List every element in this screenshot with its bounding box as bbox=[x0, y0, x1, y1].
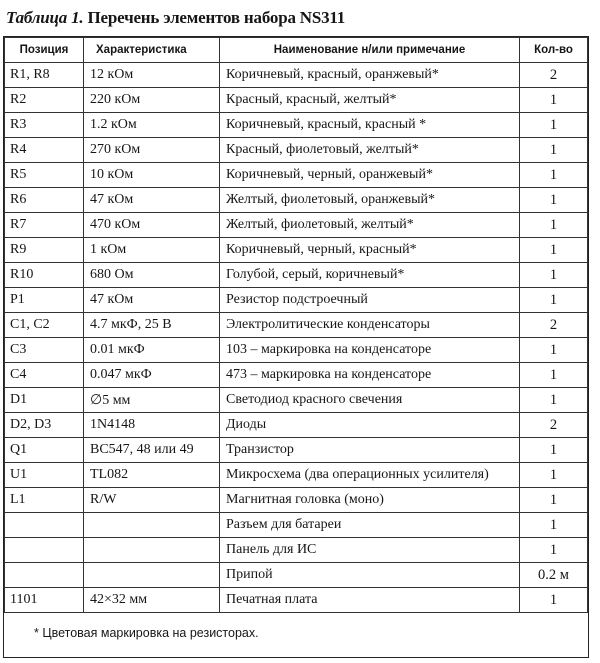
cell-position: R1, R8 bbox=[5, 63, 84, 88]
cell-position: C4 bbox=[5, 363, 84, 388]
table-row bbox=[5, 513, 588, 538]
cell-position: R3 bbox=[5, 113, 84, 138]
cell-name: Разъем для батареи bbox=[220, 513, 520, 538]
cell-position bbox=[5, 538, 84, 563]
cell-name: Желтый, фиолетовый, желтый* bbox=[220, 213, 520, 238]
components-table-frame bbox=[3, 36, 589, 658]
cell-quantity: 2 bbox=[520, 63, 588, 88]
cell-name: Панель для ИС bbox=[220, 538, 520, 563]
cell-name: Светодиод красного свечения bbox=[220, 388, 520, 413]
header-position: Позиция bbox=[5, 38, 84, 63]
cell-quantity: 2 bbox=[520, 313, 588, 338]
table-row bbox=[5, 388, 588, 413]
cell-name: Красный, красный, желтый* bbox=[220, 88, 520, 113]
table-row bbox=[5, 538, 588, 563]
table-row bbox=[5, 63, 588, 88]
table-row bbox=[5, 238, 588, 263]
cell-quantity: 1 bbox=[520, 363, 588, 388]
cell-characteristic: 42×32 мм bbox=[84, 588, 220, 613]
cell-position bbox=[5, 513, 84, 538]
cell-name: Коричневый, красный, красный * bbox=[220, 113, 520, 138]
table-row bbox=[5, 338, 588, 363]
cell-quantity: 1 bbox=[520, 538, 588, 563]
cell-position: 1101 bbox=[5, 588, 84, 613]
cell-quantity: 1 bbox=[520, 188, 588, 213]
cell-name: Красный, фиолетовый, желтый* bbox=[220, 138, 520, 163]
cell-characteristic: BC547, 48 или 49 bbox=[84, 438, 220, 463]
table-row bbox=[5, 113, 588, 138]
cell-characteristic bbox=[84, 538, 220, 563]
cell-name: Транзистор bbox=[220, 438, 520, 463]
table-row bbox=[5, 438, 588, 463]
cell-position: R7 bbox=[5, 213, 84, 238]
table-row bbox=[5, 213, 588, 238]
cell-name: Желтый, фиолетовый, оранжевый* bbox=[220, 188, 520, 213]
cell-name: Электролитические конденсаторы bbox=[220, 313, 520, 338]
table-row bbox=[5, 188, 588, 213]
cell-characteristic: 680 Ом bbox=[84, 263, 220, 288]
cell-quantity: 1 bbox=[520, 463, 588, 488]
cell-characteristic: 12 кОм bbox=[84, 63, 220, 88]
cell-quantity: 1 bbox=[520, 338, 588, 363]
cell-position: C1, C2 bbox=[5, 313, 84, 338]
cell-characteristic: R/W bbox=[84, 488, 220, 513]
cell-position: L1 bbox=[5, 488, 84, 513]
header-name: Наименование н/или примечание bbox=[220, 38, 520, 63]
footnote: * Цветовая маркировка на резисторах. bbox=[34, 626, 259, 640]
cell-position: D2, D3 bbox=[5, 413, 84, 438]
cell-quantity: 1 bbox=[520, 238, 588, 263]
cell-characteristic: 47 кОм bbox=[84, 288, 220, 313]
cell-name: Коричневый, черный, оранжевый* bbox=[220, 163, 520, 188]
header-characteristic: Характеристика bbox=[84, 38, 220, 63]
cell-name: Магнитная головка (моно) bbox=[220, 488, 520, 513]
cell-characteristic: 470 кОм bbox=[84, 213, 220, 238]
table-title bbox=[6, 5, 345, 31]
cell-name: Припой bbox=[220, 563, 520, 588]
cell-characteristic: 0.047 мкФ bbox=[84, 363, 220, 388]
cell-quantity: 1 bbox=[520, 163, 588, 188]
cell-position: D1 bbox=[5, 388, 84, 413]
cell-name: Коричневый, красный, оранжевый* bbox=[220, 63, 520, 88]
cell-quantity: 1 bbox=[520, 263, 588, 288]
table-header-row bbox=[5, 38, 588, 63]
cell-quantity: 1 bbox=[520, 138, 588, 163]
cell-quantity: 1 bbox=[520, 113, 588, 138]
table-body bbox=[5, 63, 588, 613]
table-row bbox=[5, 313, 588, 338]
cell-characteristic: 220 кОм bbox=[84, 88, 220, 113]
cell-characteristic: 4.7 мкФ, 25 В bbox=[84, 313, 220, 338]
cell-position: R9 bbox=[5, 238, 84, 263]
cell-characteristic: 10 кОм bbox=[84, 163, 220, 188]
cell-name: Резистор подстроечный bbox=[220, 288, 520, 313]
cell-quantity: 1 bbox=[520, 488, 588, 513]
cell-characteristic bbox=[84, 563, 220, 588]
cell-characteristic: 270 кОм bbox=[84, 138, 220, 163]
cell-position: Q1 bbox=[5, 438, 84, 463]
table-row bbox=[5, 488, 588, 513]
cell-name: Голубой, серый, коричневый* bbox=[220, 263, 520, 288]
header-quantity: Кол-во bbox=[520, 38, 588, 63]
cell-characteristic: 1N4148 bbox=[84, 413, 220, 438]
components-table bbox=[4, 37, 588, 613]
cell-characteristic: 0.01 мкФ bbox=[84, 338, 220, 363]
cell-name: 103 – маркировка на конденсаторе bbox=[220, 338, 520, 363]
table-row bbox=[5, 88, 588, 113]
cell-characteristic: 1 кОм bbox=[84, 238, 220, 263]
cell-name: 473 – маркировка на конденсаторе bbox=[220, 363, 520, 388]
cell-position bbox=[5, 563, 84, 588]
table-row bbox=[5, 263, 588, 288]
cell-name: Коричневый, черный, красный* bbox=[220, 238, 520, 263]
cell-position: R5 bbox=[5, 163, 84, 188]
table-row bbox=[5, 363, 588, 388]
cell-position: P1 bbox=[5, 288, 84, 313]
table-row bbox=[5, 288, 588, 313]
cell-position: R2 bbox=[5, 88, 84, 113]
table-caption: Перечень элементов набора NS311 bbox=[87, 8, 346, 27]
cell-characteristic: TL082 bbox=[84, 463, 220, 488]
table-row bbox=[5, 563, 588, 588]
cell-characteristic: 1.2 кОм bbox=[84, 113, 220, 138]
cell-name: Диоды bbox=[220, 413, 520, 438]
table-number: Таблица 1. bbox=[6, 8, 84, 27]
cell-quantity: 0.2 м bbox=[520, 563, 588, 588]
cell-quantity: 1 bbox=[520, 388, 588, 413]
cell-quantity: 1 bbox=[520, 438, 588, 463]
cell-position: R6 bbox=[5, 188, 84, 213]
table-row bbox=[5, 163, 588, 188]
cell-position: C3 bbox=[5, 338, 84, 363]
cell-position: R10 bbox=[5, 263, 84, 288]
cell-characteristic bbox=[84, 513, 220, 538]
cell-quantity: 1 bbox=[520, 513, 588, 538]
cell-quantity: 1 bbox=[520, 213, 588, 238]
cell-quantity: 1 bbox=[520, 288, 588, 313]
cell-quantity: 1 bbox=[520, 88, 588, 113]
cell-name: Микросхема (два операционных усилителя) bbox=[220, 463, 520, 488]
table-row bbox=[5, 588, 588, 613]
cell-quantity: 2 bbox=[520, 413, 588, 438]
cell-characteristic: ∅5 мм bbox=[84, 388, 220, 413]
table-row bbox=[5, 138, 588, 163]
cell-position: U1 bbox=[5, 463, 84, 488]
table-row bbox=[5, 463, 588, 488]
table-row bbox=[5, 413, 588, 438]
cell-characteristic: 47 кОм bbox=[84, 188, 220, 213]
cell-position: R4 bbox=[5, 138, 84, 163]
cell-quantity: 1 bbox=[520, 588, 588, 613]
cell-name: Печатная плата bbox=[220, 588, 520, 613]
